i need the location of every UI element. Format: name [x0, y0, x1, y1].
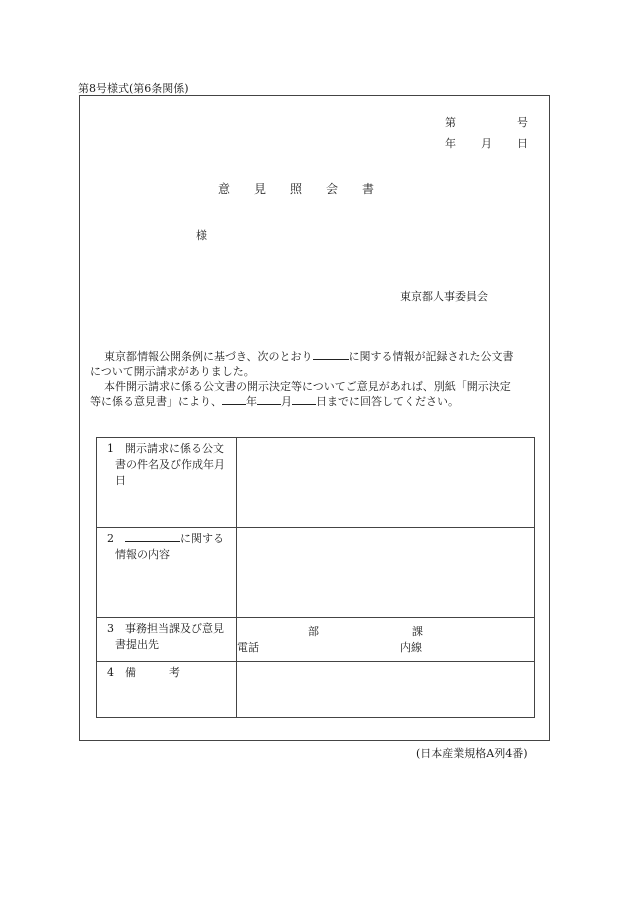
table-row: [97, 438, 535, 528]
body-line-1-post: に関する情報が記録された公文書: [348, 350, 514, 363]
body-line-1: [104, 348, 514, 364]
body-line-1-pre: 東京都情報公開条例に基づき、次のとおり: [104, 350, 313, 363]
row1-label: [97, 438, 237, 528]
form-number-label: 第8号様式(第6条関係): [78, 82, 189, 95]
addressee-honorific: 様: [196, 229, 207, 242]
number-suffix: 号: [517, 116, 528, 129]
row2-num: 2: [107, 532, 114, 545]
row3-value[interactable]: [237, 618, 535, 662]
row1-line1: 1 開示請求に係る公文: [107, 442, 224, 455]
month-blank: [257, 394, 281, 405]
body-line-4-pre: 等に係る意見書」により、: [90, 395, 222, 408]
number-prefix: 第: [445, 116, 456, 129]
date-year: 年: [445, 137, 456, 150]
body-line-3: 本件開示請求に係る公文書の開示決定等についてご意見があれば、別紙「開示決定: [104, 380, 511, 393]
table-row: [97, 618, 535, 662]
row1-line2: 書の件名及び作成年月: [115, 458, 225, 471]
table-row: [97, 528, 535, 618]
date-month: 月: [481, 137, 492, 150]
info-table: [96, 437, 535, 718]
row1-value[interactable]: [237, 438, 535, 528]
body-line-4: [90, 393, 459, 409]
extension-label: 内線: [400, 641, 422, 654]
phone-label: 電話: [237, 641, 259, 654]
row4-line1: 4 備 考: [107, 666, 180, 679]
paper-size-note: (日本産業規格A列4番): [416, 747, 528, 760]
row3-label: [97, 618, 237, 662]
row2-suffix: に関する: [180, 532, 224, 545]
document-title: 意 見 照 会 書: [218, 182, 375, 196]
row1-line3: 日: [115, 474, 126, 487]
section-label: 課: [412, 625, 423, 638]
body-line-2: について開示請求がありました。: [90, 365, 255, 378]
year-blank: [222, 394, 246, 405]
row2-blank: [125, 531, 180, 542]
day-blank: [292, 394, 316, 405]
row4-value[interactable]: [237, 662, 535, 718]
department-label: 部: [308, 625, 319, 638]
row2-label: [97, 528, 237, 618]
sender-name: 東京都人事委員会: [400, 290, 488, 303]
row2-value[interactable]: [237, 528, 535, 618]
row4-label: [97, 662, 237, 718]
body-line-4-year: 年: [246, 395, 257, 408]
table-row: [97, 662, 535, 718]
subject-blank: [313, 349, 349, 360]
row3-line1: 3 事務担当課及び意見: [107, 622, 224, 635]
row2-line2: 情報の内容: [115, 548, 170, 561]
body-line-4-post: 日までに回答してください。: [316, 395, 459, 408]
row3-line2: 書提出先: [115, 638, 159, 651]
date-day: 日: [517, 137, 528, 150]
body-line-4-month: 月: [281, 395, 292, 408]
